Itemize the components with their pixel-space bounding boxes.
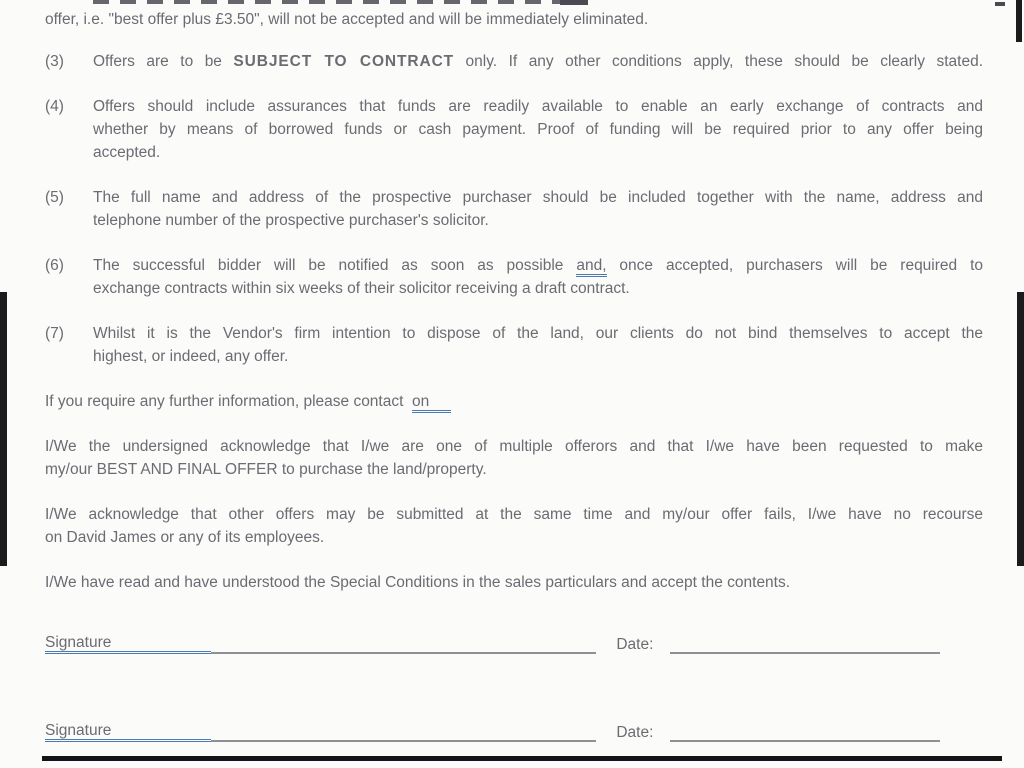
page-edge-artifact-right-top [1016, 0, 1022, 42]
contact-line [45, 390, 983, 413]
signature-label: Signature [45, 634, 211, 654]
text-line [93, 118, 983, 141]
text-segment: whether by means of borrowed funds or cash payment. Proof of funding will be required prior to any offer being [93, 121, 983, 138]
date-line [670, 721, 940, 742]
text-segment: The full name and address of the prospective purchaser should be included together with the name, address and [93, 189, 983, 206]
signature-line [211, 633, 596, 654]
date-line [670, 633, 940, 654]
text-segment: Whilst it is the Vendor's firm intention to dispose of the land, our clients do not bind themselves to accept the [93, 325, 983, 342]
clause-number: (7) [45, 325, 64, 342]
text-line [45, 435, 983, 458]
text-segment: only. If any other conditions apply, these should be clearly stated. [454, 53, 984, 70]
clause-item [45, 186, 983, 232]
text-segment: highest, or indeed, any offer. [93, 348, 289, 365]
text-line [93, 322, 983, 345]
text-line [93, 345, 983, 368]
text-segment: I/We have read and have understood the Special Conditions in the sales particulars and accept the contents. [45, 574, 791, 591]
acknowledgement-paragraph [45, 435, 983, 481]
clipped-text-fragments [93, 0, 585, 4]
clause-text [93, 95, 983, 164]
signature-row [45, 722, 945, 742]
clause-text [93, 50, 983, 73]
page-edge-artifact-left [0, 292, 7, 566]
clause-text [93, 322, 983, 368]
clause-number: (4) [45, 98, 64, 115]
paragraph-intro-continuation: offer, i.e. "best offer plus £3.50", will not be accepted and will be immediately eliminated. [45, 11, 649, 28]
text-segment: SUBJECT TO CONTRACT [233, 53, 455, 70]
clause-item [45, 50, 983, 73]
text-segment: If you require any further information, please contact [45, 393, 413, 410]
text-line [93, 141, 983, 164]
text-segment: accepted. [93, 144, 161, 161]
date-label: Date: [616, 724, 654, 741]
page-edge-artifact-right [1017, 292, 1024, 566]
acknowledgement-paragraph [45, 503, 983, 549]
clause-number: (6) [45, 257, 64, 274]
document-body [45, 8, 983, 616]
clause-number: (3) [45, 53, 64, 70]
text-segment: my/our BEST AND FINAL OFFER to purchase the land/property. [45, 461, 487, 478]
text-segment: on [412, 393, 451, 413]
text-line [93, 95, 983, 118]
text-line [93, 186, 983, 209]
clipped-text-fragment [995, 2, 1005, 6]
text-segment: Offers should include assurances that funds are readily available to enable an early exchange of contracts and [93, 98, 983, 115]
text-segment: once accepted, purchasers will be required to [606, 257, 983, 274]
clause-item [45, 322, 983, 368]
clause-text [93, 254, 983, 300]
text-line [45, 526, 983, 549]
page-bottom-rule [42, 756, 1002, 761]
text-segment: telephone number of the prospective purchaser's solicitor. [93, 212, 489, 229]
text-line [45, 503, 983, 526]
text-line [93, 254, 983, 277]
text-segment: The successful bidder will be notified as soon as possible [93, 257, 577, 274]
text-line [45, 390, 983, 413]
signature-line [211, 721, 596, 742]
text-line [45, 458, 983, 481]
clipped-text-fragment [560, 0, 588, 5]
text-segment: I/We the undersigned acknowledge that I/we are one of multiple offerors and that I/we have been requested to make [45, 438, 983, 455]
text-line [93, 277, 983, 300]
text-segment: exchange contracts within six weeks of their solicitor receiving a draft contract. [93, 280, 630, 297]
text-segment: Offers are to be [93, 53, 234, 70]
text-line [93, 50, 983, 73]
date-label: Date: [616, 636, 654, 653]
clause-text [93, 186, 983, 232]
clause-item [45, 254, 983, 300]
text-line [93, 209, 983, 232]
text-line [45, 571, 983, 594]
text-segment: and, [576, 257, 606, 277]
signature-row [45, 634, 945, 654]
text-segment: I/We acknowledge that other offers may be submitted at the same time and my/our offer fails, I/we have no recourse [45, 506, 983, 523]
clause-number: (5) [45, 189, 64, 206]
text-segment: on David James or any of its employees. [45, 529, 325, 546]
acknowledgement-paragraph [45, 571, 983, 594]
signature-label: Signature [45, 722, 211, 742]
clause-item [45, 95, 983, 164]
